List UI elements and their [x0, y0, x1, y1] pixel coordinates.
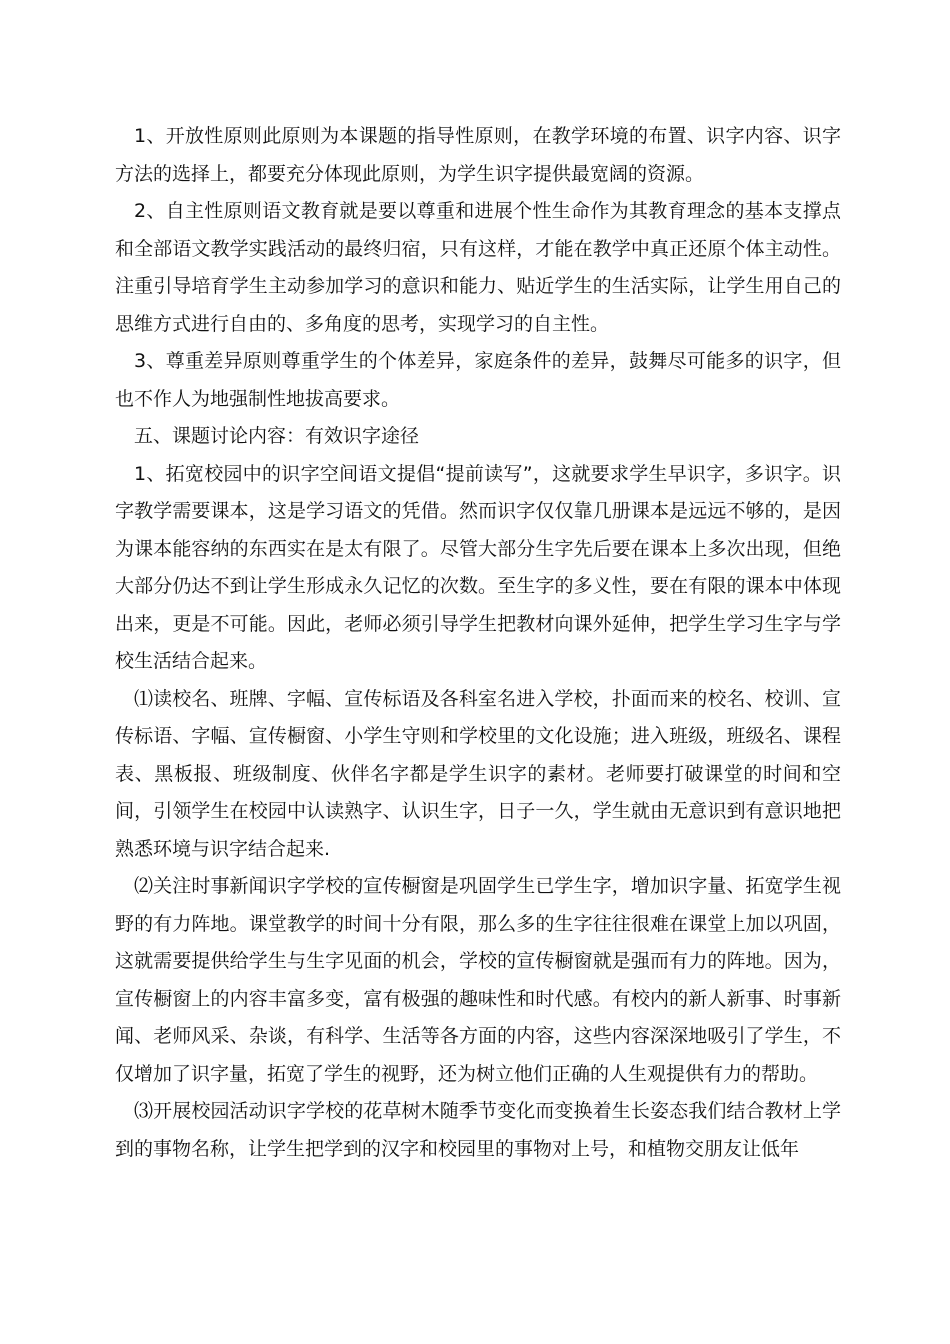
paragraph-read-school-names: ⑴读校名、班牌、字幅、宣传标语及各科室名进入学校，扑面而来的校名、校训、宣传标语、字幅、宣传橱窗、小学生守则和学校里的文化设施；进入班级，班级名、课程表、黑板报、班级制度、伙伴名字都是学生识字的素材。老师要打破课堂的时间和空间，引领学生在校园中认读熟字、认识生字，日子一久，学生就由无意识到有意识地把熟悉环境与识字结合起来.	[115, 687, 841, 860]
paragraph-expand-campus-literacy: 1、拓宽校园中的识字空间语文提倡“提前读写”，这就要求学生早识字，多识字。识字教学需要课本，这是学习语文的凭借。然而识字仅仅靠几册课本是远远不够的，是因为课本能容纳的东西实在是太有限了。尽管大部分生字先后要在课本上多次出现，但绝大部分仍达不到让学生形成永久记忆的次数。至生字的多义性，要在有限的课本中体现出来，更是不可能。因此，老师必须引导学生把教材向课外延伸，把学生学习生字与学校生活结合起来。	[115, 462, 841, 672]
paragraph-openness-principle: 1、开放性原则此原则为本课题的指导性原则，在教学环境的布置、识字内容、识字方法的选择上，都要充分体现此原则，为学生识字提供最宽阔的资源。	[115, 125, 841, 185]
document-body	[115, 118, 841, 1168]
paragraph-current-news: ⑵关注时事新闻识字学校的宣传橱窗是巩固学生已学生字，增加识字量、拓宽学生视野的有力阵地。课堂教学的时间十分有限，那么多的生字往往很难在课堂上加以巩固，这就需要提供给学生与生字见面的机会，学校的宣传橱窗就是强而有力的阵地。因为，宣传橱窗上的内容丰富多变，富有极强的趣味性和时代感。有校内的新人新事、时事新闻、老师风采、杂谈，有科学、生活等各方面的内容，这些内容深深地吸引了学生，不仅增加了识字量，拓宽了学生的视野，还为树立他们正确的人生观提供有力的帮助。	[115, 875, 841, 1085]
paragraph-respect-difference-principle: 3、尊重差异原则尊重学生的个体差异，家庭条件的差异，鼓舞尽可能多的识字，但也不作人为地强制性地拔高要求。	[115, 350, 841, 410]
paragraph-autonomy-principle: 2、自主性原则语文教育就是要以尊重和进展个性生命作为其教育理念的基本支撑点和全部语文教学实践活动的最终归宿，只有这样，才能在教学中真正还原个体主动性。注重引导培育学生主动参加学习的意识和能力、贴近学生的生活实际，让学生用自己的思维方式进行自由的、多角度的思考，实现学习的自主性。	[115, 200, 841, 335]
section-heading-research-content: 五、课题讨论内容：有效识字途径	[134, 425, 420, 447]
paragraph-campus-activities: ⑶开展校园活动识字学校的花草树木随季节变化而变换着生长姿态我们结合教材上学到的事物名称，让学生把学到的汉字和校园里的事物对上号，和植物交朋友让低年	[115, 1100, 841, 1160]
